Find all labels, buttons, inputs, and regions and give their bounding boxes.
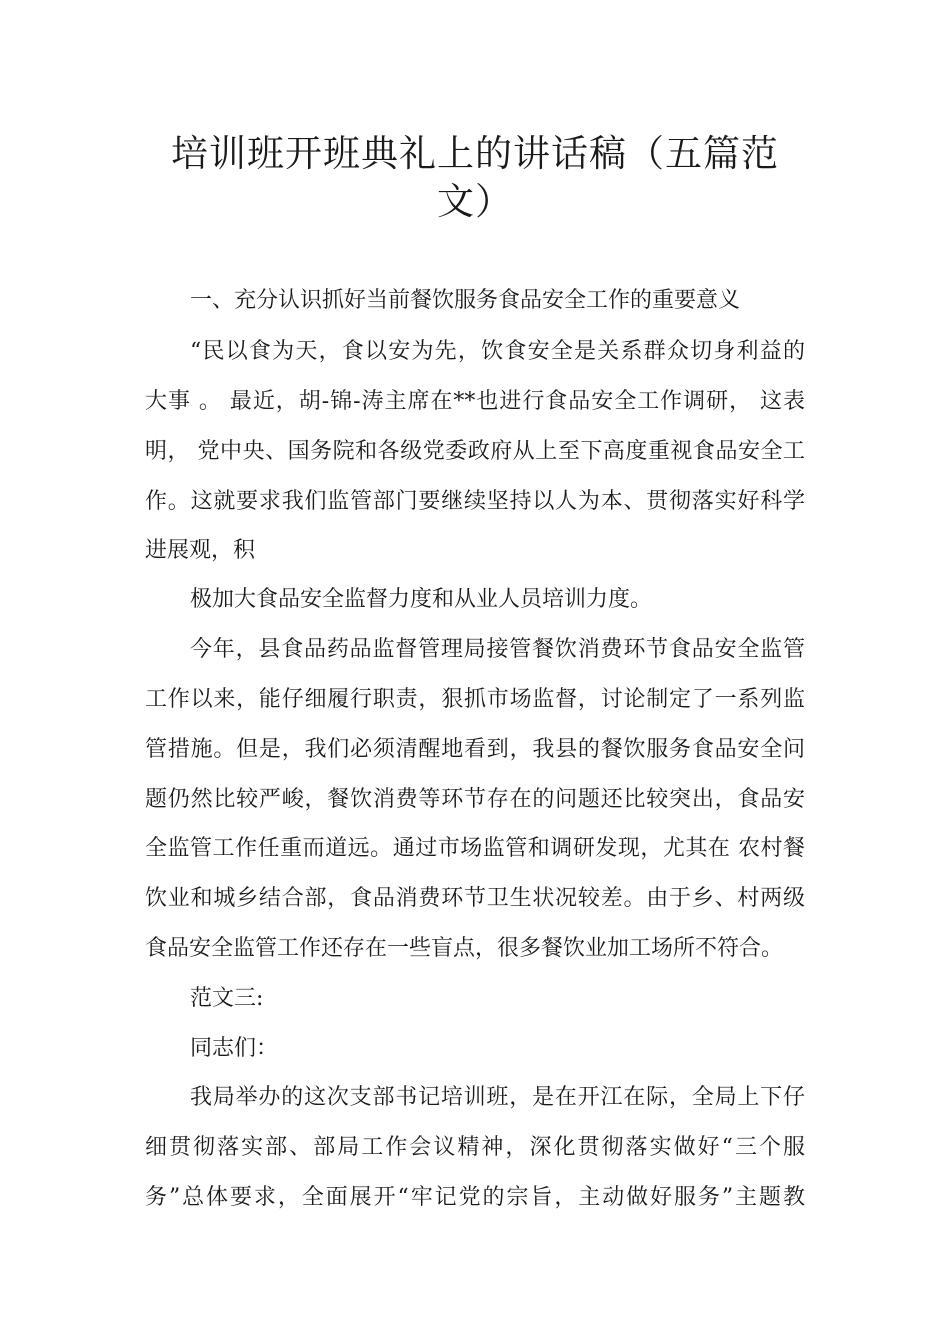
section-heading: 一、充分认识抓好当前餐饮服务食品安全工作的重要意义 xyxy=(190,288,741,313)
paragraph-line: 极加大食品安全监督力度和从业人员培训力度。 xyxy=(190,587,653,612)
paragraph-line: 管措施。但是，我们必须清醒地看到，我县的餐饮服务食品安全问 xyxy=(145,737,805,762)
document-title-line-2: 文） xyxy=(437,180,513,223)
salutation: 同志们： xyxy=(190,1036,279,1061)
sample-heading: 范文三: xyxy=(190,986,264,1011)
paragraph-line: 进展观，积 xyxy=(145,538,256,563)
paragraph-line: 作。这就要求我们监管部门要继续坚持以人为本、贯彻落实好科学 xyxy=(145,489,805,514)
paragraph-line: 细贯彻落实部、部局工作会议精神，深化贯彻落实做好“三个服 xyxy=(145,1135,805,1160)
paragraph-line: 今年，县食品药品监督管理局接管餐饮消费环节食品安全监管 xyxy=(190,637,805,662)
paragraph-line: 题仍然比较严峻，餐饮消费等环节存在的问题还比较突出，食品安 xyxy=(145,787,805,812)
paragraph-line: 我局举办的这次支部书记培训班，是在开江在际，全局上下仔 xyxy=(190,1085,805,1110)
paragraph-line: “民以食为天，食以安为先，饮食安全是关系群众切身利益的 xyxy=(190,339,805,364)
paragraph-line: 工作以来，能仔细履行职责，狠抓市场监督，讨论制定了一系列监 xyxy=(145,687,805,712)
paragraph-line: 大事 。 最近，胡-锦-涛主席在**也进行食品安全工作调研， 这表 xyxy=(145,389,805,414)
paragraph-line: 明， 党中央、国务院和各级党委政府从上至下高度重视食品安全工 xyxy=(145,439,805,464)
paragraph-line: 饮业和城乡结合部，食品消费环节卫生状况较差。由于乡、村两级 xyxy=(145,886,805,911)
paragraph-line: 全监管工作任重而道远。通过市场监管和调研发现，尤其在 农村餐 xyxy=(145,836,805,861)
paragraph-line: 务”总体要求，全面展开“牢记党的宗旨，主动做好服务”主题教 xyxy=(145,1185,805,1210)
paragraph-line: 食品安全监管工作还存在一些盲点，很多餐饮业加工场所不符合。 xyxy=(145,936,784,961)
document-title-line-1: 培训班开班典礼上的讲话稿（五篇范 xyxy=(171,132,779,175)
